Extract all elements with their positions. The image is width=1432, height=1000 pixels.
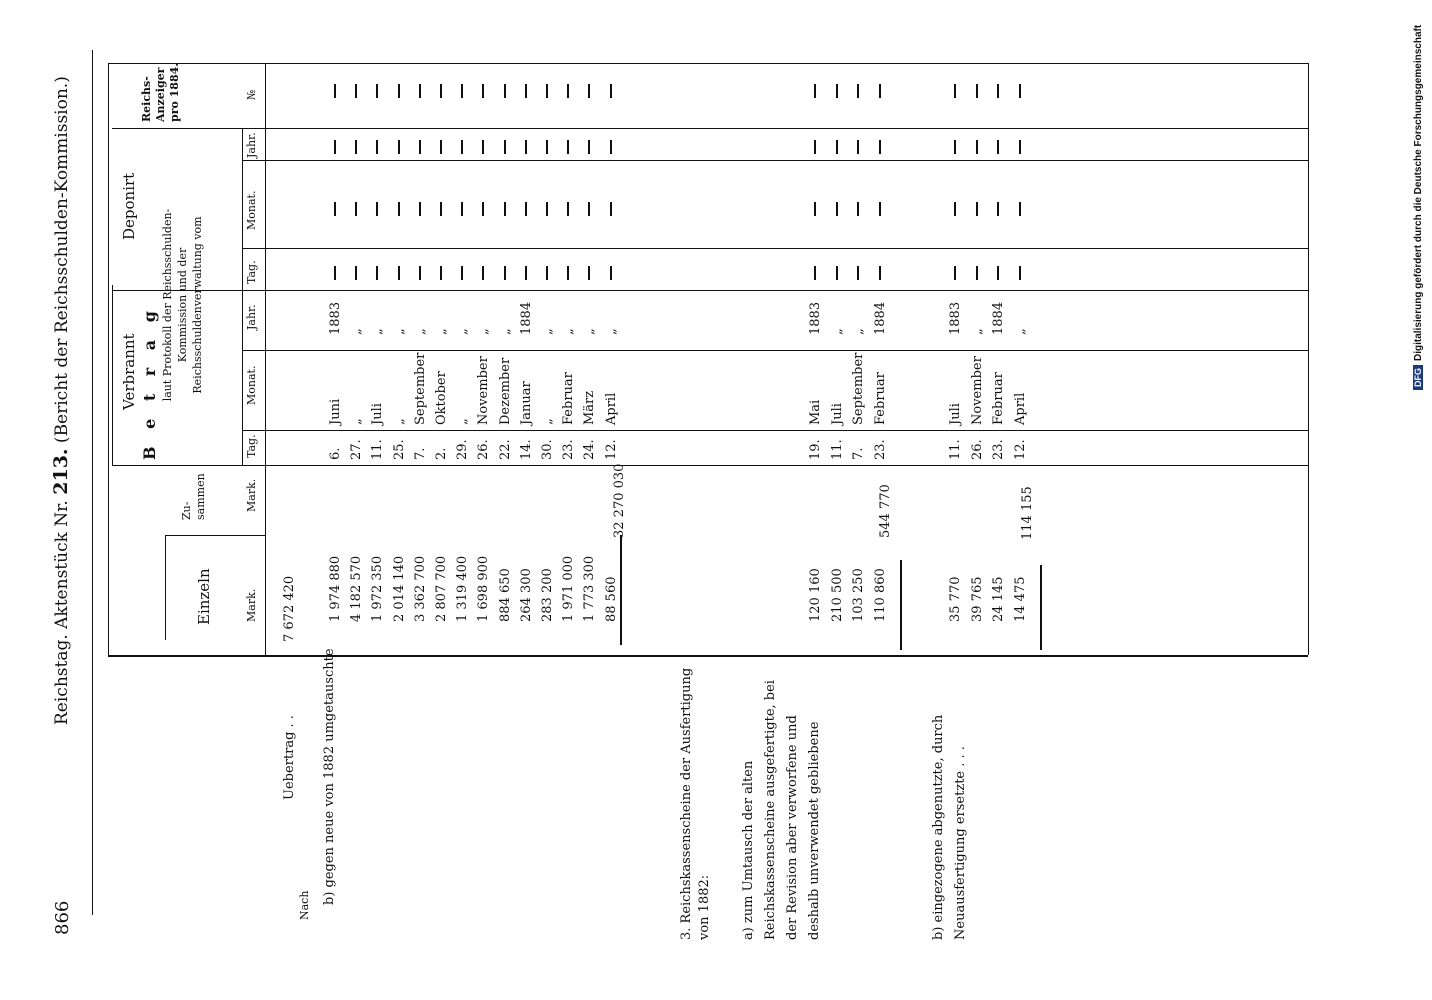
group_b-reichsanzeiger-dash — [588, 84, 590, 98]
group_b-deponirt-jahr-dash — [567, 140, 569, 154]
monat-jahr-rule — [242, 350, 1308, 351]
group_a-year: „ — [851, 328, 866, 335]
group_b-reichsanzeiger-dash — [525, 84, 527, 98]
group_b-deponirt-jahr-dash — [525, 140, 527, 154]
group_b-deponirt-monat-dash — [334, 202, 336, 216]
group_b-value: 1 319 400 — [455, 555, 471, 622]
group_b-reichsanzeiger-dash — [482, 84, 484, 98]
group_b2-month: Februar — [991, 372, 1006, 425]
group_b-deponirt-tag-dash — [440, 266, 442, 280]
group_b-day: 12. — [603, 439, 619, 460]
group_b-deponirt-tag-dash — [334, 266, 336, 280]
tag-monat-rule — [242, 430, 1308, 431]
betrag-header: B e t r a g — [140, 305, 159, 460]
group_b-reichsanzeiger-dash — [461, 84, 463, 98]
group_b2-deponirt-monat-dash — [976, 202, 978, 216]
group_b-year: „ — [540, 328, 555, 335]
nach-label: Nach — [298, 890, 311, 920]
group_b-value: 1 971 000 — [561, 555, 577, 622]
group_a-reichsanzeiger-dash — [879, 84, 881, 98]
tag-header-1: Tag. — [245, 434, 258, 458]
group_a-deponirt-monat-dash — [814, 202, 816, 216]
uebertrag-label: Uebertrag . . — [282, 715, 297, 800]
group_b2-value: 39 765 — [969, 576, 985, 622]
group_b-deponirt-tag-dash — [376, 266, 378, 280]
group_b2-day: 26. — [969, 439, 985, 460]
group_a-reichsanzeiger-dash — [857, 84, 859, 98]
group_b-month: „ — [455, 418, 471, 425]
group_b-year: „ — [349, 328, 365, 335]
uebertrag-value: 7 672 420 — [282, 575, 297, 642]
group_b-deponirt-monat-dash — [440, 202, 442, 216]
betrag-split-rule — [165, 535, 166, 640]
group_b2-year: „ — [969, 328, 985, 335]
group_b-year: „ — [582, 328, 598, 335]
zusammen-header: Zu-sammen — [180, 473, 207, 520]
verbrannt-deponirt-rule — [112, 290, 1308, 291]
credit-line — [1413, 25, 1424, 390]
group_b-reichsanzeiger-dash — [504, 84, 506, 98]
group_b2-deponirt-tag-dash — [1019, 266, 1021, 280]
group_b-deponirt-tag-dash — [588, 266, 590, 280]
group_b-day: 27. — [349, 439, 365, 460]
group_b2-month: April — [1012, 392, 1028, 425]
group_b2-deponirt-monat-dash — [954, 202, 956, 216]
group_a-day: 11. — [829, 439, 845, 460]
page-number: 866 — [52, 900, 73, 935]
group_a-deponirt-monat-dash — [836, 202, 838, 216]
group_b-deponirt-jahr-dash — [546, 140, 548, 154]
group-b-total: 32 270 030 — [612, 463, 627, 538]
group_b-day: 26. — [476, 439, 492, 460]
group-b-sum-rule — [620, 535, 622, 645]
group_b-deponirt-monat-dash — [355, 202, 357, 216]
group_b-deponirt-monat-dash — [610, 202, 612, 216]
deponirt-header: Deponirt — [120, 172, 138, 240]
group_b-month: Juni — [328, 398, 343, 425]
reichsanzeiger-header: Reichs-Anzeiger pro 1884. — [140, 62, 181, 122]
group_b-day: 30. — [540, 439, 555, 460]
group_a-value: 120 160 — [808, 568, 823, 622]
group_b-reichsanzeiger-dash — [398, 84, 400, 98]
group_b-deponirt-jahr-dash — [440, 140, 442, 154]
group_b-deponirt-tag-dash — [610, 266, 612, 280]
group_b2-value: 14 475 — [1012, 576, 1028, 622]
group_b-deponirt-monat-dash — [546, 202, 548, 216]
group_a-deponirt-jahr-dash — [879, 140, 881, 154]
subheader-rule — [242, 128, 243, 465]
group_a-value: 103 250 — [851, 568, 866, 622]
group_b-year: 1883 — [328, 301, 343, 335]
group_b-month: Oktober — [434, 371, 449, 425]
group_a-value: 210 500 — [829, 568, 845, 622]
group_a-reichsanzeiger-dash — [814, 84, 816, 98]
label-column-rule — [108, 655, 1308, 657]
group_b2-reichsanzeiger-dash — [954, 84, 956, 98]
group_a-deponirt-jahr-dash — [814, 140, 816, 154]
group_b-day: 2. — [434, 447, 449, 460]
group_b-year: „ — [497, 328, 513, 335]
group-a-total: 544 770 — [878, 484, 893, 538]
unit-mark-2: Mark. — [245, 478, 258, 512]
group_b2-value: 35 770 — [948, 576, 963, 622]
betrag-column-rule — [112, 465, 1308, 466]
tag-monat-rule-2 — [242, 248, 1308, 249]
group_b2-deponirt-monat-dash — [1019, 202, 1021, 216]
group_b-deponirt-tag-dash — [482, 266, 484, 280]
monat-header-1: Monat. — [245, 365, 258, 405]
group_b-day: 23. — [561, 439, 577, 460]
group_b-deponirt-jahr-dash — [334, 140, 336, 154]
group_b-day: 7. — [412, 447, 428, 460]
verbrannt-header: Verbrannt — [120, 333, 138, 410]
group_b-reichsanzeiger-dash — [567, 84, 569, 98]
group_b-deponirt-jahr-dash — [398, 140, 400, 154]
jahr-header-1: Jahr. — [245, 304, 258, 330]
group-a-sum-rule — [900, 560, 902, 650]
group_b-year: „ — [603, 328, 619, 335]
group_b2-day: 23. — [991, 439, 1006, 460]
nr-header: № — [245, 89, 258, 100]
group_b-value: 1 773 300 — [582, 555, 598, 622]
group_b2-deponirt-tag-dash — [976, 266, 978, 280]
group_b-deponirt-monat-dash — [398, 202, 400, 216]
group_b-reichsanzeiger-dash — [355, 84, 357, 98]
group_b-day: 22. — [497, 439, 513, 460]
group_b2-deponirt-jahr-dash — [997, 140, 999, 154]
group_b-deponirt-tag-dash — [398, 266, 400, 280]
group_b-day: 25. — [391, 439, 407, 460]
group_b2-month: November — [969, 356, 985, 425]
table-right-rule — [1308, 63, 1309, 655]
group_a-day: 7. — [851, 447, 866, 460]
group_b-month: „ — [349, 418, 365, 425]
group_b2-value: 24 145 — [991, 576, 1006, 622]
group_a-month: Februar — [872, 372, 888, 425]
group_b-deponirt-jahr-dash — [461, 140, 463, 154]
group_b-deponirt-monat-dash — [567, 202, 569, 216]
einzeln-zusammen-rule — [165, 535, 265, 536]
group_b2-month: Juli — [948, 403, 963, 425]
table-top-rule — [108, 63, 1308, 64]
group_b2-reichsanzeiger-dash — [976, 84, 978, 98]
group_b-value: 2 014 140 — [391, 555, 407, 622]
group_b-deponirt-tag-dash — [461, 266, 463, 280]
group_a-month: September — [851, 352, 866, 425]
einzeln-header: Einzeln — [195, 568, 213, 625]
group_b-day: 14. — [518, 439, 534, 460]
group_a-month: Mai — [808, 399, 823, 425]
monat-header-2: Monat. — [245, 190, 258, 230]
group_b-deponirt-jahr-dash — [610, 140, 612, 154]
group_b2-day: 12. — [1012, 439, 1028, 460]
group-a-label: a) zum Umtausch der alten Reichskassenscheine ausgefertigte, bei der Revision aber verworfene und deshalb unverwendet gebliebene — [741, 680, 822, 940]
group_b-year: „ — [455, 328, 471, 335]
monat-jahr-rule-2 — [242, 160, 1308, 161]
group_b-deponirt-tag-dash — [504, 266, 506, 280]
group_b-value: 3 362 700 — [412, 555, 428, 622]
group_b-day: 29. — [455, 439, 471, 460]
group_b2-year: „ — [1012, 328, 1028, 335]
group_b-deponirt-jahr-dash — [355, 140, 357, 154]
group_b-month: November — [476, 356, 492, 425]
group_b-month: „ — [540, 418, 555, 425]
unit-mark-1: Mark. — [245, 588, 258, 622]
group_b-deponirt-tag-dash — [546, 266, 548, 280]
group_b2-day: 11. — [948, 439, 963, 460]
group_b-deponirt-monat-dash — [504, 202, 506, 216]
group_b2-deponirt-monat-dash — [997, 202, 999, 216]
group_a-value: 110 860 — [872, 568, 888, 622]
credit-text: Digitalisierung gefördert durch die Deutsche Forschungsgemeinschaft — [1413, 24, 1424, 361]
group_b2-reichsanzeiger-dash — [1019, 84, 1021, 98]
group_b-deponirt-monat-dash — [588, 202, 590, 216]
group_b-deponirt-tag-dash — [525, 266, 527, 280]
group_a-deponirt-tag-dash — [814, 266, 816, 280]
group_b-day: 24. — [582, 439, 598, 460]
tag-header-2: Tag. — [245, 260, 258, 284]
group_b-year: „ — [412, 328, 428, 335]
group_b-deponirt-monat-dash — [482, 202, 484, 216]
group_b-value: 283 200 — [540, 568, 555, 622]
reichsanzeiger-rule — [112, 128, 1308, 129]
group-b2-sum-rule — [1040, 565, 1042, 650]
header-prefix: Reichstag. Aktenstück Nr. — [52, 500, 72, 725]
group-b-label: b) gegen neue von 1882 umgetauschte — [322, 648, 337, 905]
protokoll-header: laut Protokoll der Reichsschulden-Kommission und der Reichsschuldenverwaltung vom — [161, 208, 204, 402]
group_b-month: Februar — [561, 372, 577, 425]
group_a-year: 1883 — [808, 301, 823, 335]
page-header — [50, 76, 72, 725]
group_b-year: „ — [434, 328, 449, 335]
group_b-deponirt-jahr-dash — [504, 140, 506, 154]
verbrannt-left-rule — [112, 285, 113, 465]
group_b2-year: 1883 — [948, 301, 963, 335]
group_a-deponirt-monat-dash — [879, 202, 881, 216]
group_b-deponirt-jahr-dash — [419, 140, 421, 154]
group_b-value: 884 650 — [497, 568, 513, 622]
group_b-value: 4 182 570 — [349, 555, 365, 622]
group_b-deponirt-tag-dash — [419, 266, 421, 280]
group_b-day: 6. — [328, 447, 343, 460]
group_b-month: März — [582, 390, 598, 425]
group_a-month: Juli — [829, 403, 845, 425]
group_a-deponirt-monat-dash — [857, 202, 859, 216]
jahr-header-2: Jahr. — [245, 132, 258, 158]
group_a-deponirt-jahr-dash — [857, 140, 859, 154]
group_b-day: 11. — [370, 439, 386, 460]
group_b-reichsanzeiger-dash — [419, 84, 421, 98]
group_b2-deponirt-jahr-dash — [976, 140, 978, 154]
group_b-month: September — [412, 352, 428, 425]
group_b-year: „ — [561, 328, 577, 335]
group_b-deponirt-jahr-dash — [588, 140, 590, 154]
group_b-month: „ — [391, 418, 407, 425]
group_b-month: Juli — [370, 403, 386, 425]
group_b2-deponirt-jahr-dash — [1019, 140, 1021, 154]
group_b-year: „ — [476, 328, 492, 335]
group_b2-deponirt-tag-dash — [997, 266, 999, 280]
header-rule — [92, 50, 93, 915]
group_b-reichsanzeiger-dash — [610, 84, 612, 98]
header-bottom-rule — [265, 63, 266, 655]
group_a-day: 19. — [808, 439, 823, 460]
group_b-value: 1 974 880 — [328, 555, 343, 622]
group_b-value: 1 972 350 — [370, 555, 386, 622]
group_b-month: April — [603, 392, 619, 425]
group_b-year: 1884 — [518, 301, 534, 335]
section-3-title: 3. Reichskassenscheine der Ausfertigung von 1882: — [679, 667, 712, 940]
group_a-year: „ — [829, 328, 845, 335]
dfg-logo: DFG — [1413, 365, 1423, 390]
group_b-deponirt-monat-dash — [376, 202, 378, 216]
group_b2-reichsanzeiger-dash — [997, 84, 999, 98]
group_b-year: „ — [370, 328, 386, 335]
group_b-deponirt-monat-dash — [525, 202, 527, 216]
group_b-deponirt-jahr-dash — [482, 140, 484, 154]
group_a-reichsanzeiger-dash — [836, 84, 838, 98]
group_b-deponirt-tag-dash — [355, 266, 357, 280]
group_b-reichsanzeiger-dash — [440, 84, 442, 98]
group_b-value: 1 698 900 — [476, 555, 492, 622]
group_b-value: 2 807 700 — [434, 555, 449, 622]
table-left-rule — [108, 63, 109, 655]
group_b-deponirt-monat-dash — [461, 202, 463, 216]
group_a-day: 23. — [872, 439, 888, 460]
group_b-month: Januar — [518, 381, 534, 425]
group_b-year: „ — [391, 328, 407, 335]
group_b-value: 264 300 — [518, 568, 534, 622]
group_a-deponirt-tag-dash — [857, 266, 859, 280]
group_b-deponirt-monat-dash — [419, 202, 421, 216]
group_b2-deponirt-tag-dash — [954, 266, 956, 280]
group_a-year: 1884 — [872, 301, 888, 335]
group_b-reichsanzeiger-dash — [376, 84, 378, 98]
header-number: 213. — [50, 448, 72, 495]
group-b2-total: 114 155 — [1020, 486, 1035, 540]
group_a-deponirt-jahr-dash — [836, 140, 838, 154]
group_b-deponirt-tag-dash — [567, 266, 569, 280]
group_a-deponirt-tag-dash — [836, 266, 838, 280]
group-b2-label: b) eingezogene abgenutzte, durch Neuausfertigung ersetzte . . . — [931, 714, 968, 940]
group_b-value: 88 560 — [603, 576, 619, 622]
group_b-month: Dezember — [497, 357, 513, 425]
group_b-reichsanzeiger-dash — [546, 84, 548, 98]
group_b-reichsanzeiger-dash — [334, 84, 336, 98]
group_a-deponirt-tag-dash — [879, 266, 881, 280]
group_b-deponirt-jahr-dash — [376, 140, 378, 154]
group_b2-year: 1884 — [991, 301, 1006, 335]
header-title: (Bericht der Reichsschulden-Kommission.) — [52, 76, 72, 444]
group_b2-deponirt-jahr-dash — [954, 140, 956, 154]
